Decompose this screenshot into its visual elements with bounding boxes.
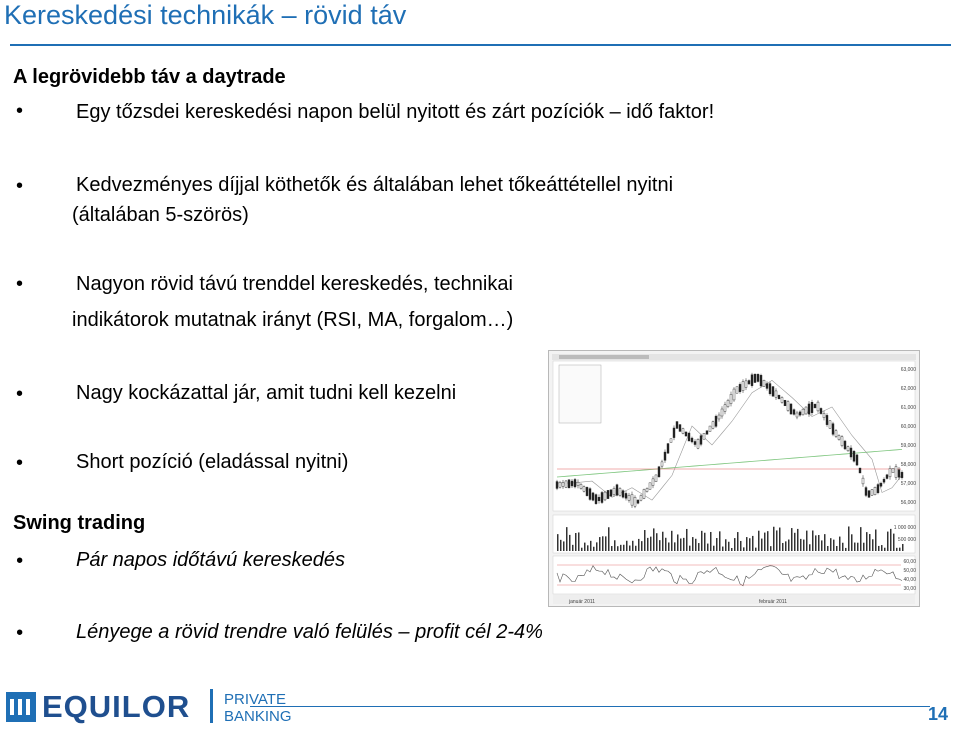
volume-bar bbox=[854, 543, 856, 551]
candle-body bbox=[676, 422, 678, 429]
candle-body bbox=[631, 494, 633, 505]
volume-bar bbox=[722, 547, 724, 551]
volume-bar bbox=[611, 546, 613, 551]
volume-bar bbox=[707, 544, 709, 551]
volume-bar bbox=[833, 540, 835, 551]
volume-bar bbox=[737, 532, 739, 551]
candle-body bbox=[589, 489, 591, 500]
volume-bar bbox=[680, 539, 682, 551]
candle-body bbox=[763, 380, 765, 386]
candle-body bbox=[886, 475, 888, 479]
candle-body bbox=[688, 433, 690, 441]
volume-bar bbox=[734, 538, 736, 551]
volume-bar bbox=[665, 538, 667, 551]
volume-bar bbox=[884, 548, 886, 551]
volume-bar bbox=[698, 543, 700, 551]
private-label: PRIVATE bbox=[224, 691, 286, 708]
volume-bar bbox=[743, 547, 745, 551]
candle-body bbox=[559, 482, 561, 487]
bullet-text: Nagyon rövid távú trenddel kereskedés, technikai bbox=[76, 273, 513, 295]
candle-body bbox=[868, 491, 870, 498]
volume-bar bbox=[785, 541, 787, 551]
candle-body bbox=[733, 389, 735, 400]
candle-body bbox=[721, 409, 723, 416]
volume-bar bbox=[830, 538, 832, 551]
candle-body bbox=[598, 497, 600, 501]
candle-body bbox=[571, 481, 573, 486]
candle-body bbox=[718, 415, 720, 419]
volume-bar bbox=[896, 548, 898, 551]
candle-body bbox=[670, 439, 672, 443]
volume-bar bbox=[878, 546, 880, 551]
volume-bar bbox=[821, 540, 823, 551]
volume-bar bbox=[557, 534, 559, 551]
volume-bar bbox=[671, 531, 673, 551]
candle-body bbox=[574, 479, 576, 486]
candle-body bbox=[655, 475, 657, 482]
slide-title: Kereskedési technikák – rövid táv bbox=[4, 0, 407, 30]
footer-divider bbox=[250, 706, 930, 707]
volume-bar bbox=[653, 528, 655, 551]
volume-bar bbox=[614, 540, 616, 551]
volume-bar bbox=[758, 531, 760, 551]
volume-bar bbox=[647, 538, 649, 551]
candle-body bbox=[610, 490, 612, 497]
rsi-tick-label: 60,00 bbox=[903, 559, 916, 565]
volume-bar bbox=[566, 527, 568, 551]
candle-body bbox=[703, 433, 705, 439]
candle-body bbox=[583, 487, 585, 492]
candle-body bbox=[769, 384, 771, 394]
volume-bar bbox=[563, 541, 565, 551]
volume-bar bbox=[872, 539, 874, 551]
stock-chart-image bbox=[548, 350, 920, 607]
rsi-tick-label: 30,00 bbox=[903, 586, 916, 592]
volume-bar bbox=[725, 539, 727, 551]
rsi-panel bbox=[553, 556, 915, 594]
candle-body bbox=[799, 412, 801, 415]
volume-bar bbox=[839, 537, 841, 551]
candle-body bbox=[667, 444, 669, 454]
bullet-text: Short pozíció (eladással nyitni) bbox=[76, 451, 349, 473]
volume-bar bbox=[602, 536, 604, 551]
price-tick-label: 63,000 bbox=[900, 367, 916, 373]
price-tick-label: 59,000 bbox=[900, 443, 916, 449]
candle-body bbox=[643, 489, 645, 498]
candle-body bbox=[727, 400, 729, 406]
candle-body bbox=[556, 482, 558, 489]
candle-body bbox=[628, 495, 630, 500]
volume-bar bbox=[569, 535, 571, 551]
bullet-text: Pár napos időtávú kereskedés bbox=[76, 549, 346, 571]
candle-body bbox=[805, 407, 807, 414]
candle-body bbox=[835, 431, 837, 437]
volume-bar bbox=[869, 534, 871, 551]
volume-bar bbox=[713, 546, 715, 551]
candle-body bbox=[874, 487, 876, 495]
candle-body bbox=[790, 404, 792, 414]
volume-bar bbox=[845, 548, 847, 551]
rsi-tick-label: 40,00 bbox=[903, 577, 916, 583]
volume-bar bbox=[662, 532, 664, 551]
volume-bar bbox=[629, 546, 631, 551]
volume-bar bbox=[596, 542, 598, 551]
volume-tick-label: 1 000 000 bbox=[893, 525, 916, 531]
volume-bar bbox=[827, 546, 829, 551]
bullet-text-continued: indikátorok mutatnak irányt (RSI, MA, forgalom…) bbox=[72, 309, 514, 331]
bullet-marker: • bbox=[16, 622, 24, 644]
candle-body bbox=[592, 493, 594, 500]
volume-bar bbox=[572, 545, 574, 551]
volume-bar bbox=[797, 529, 799, 551]
volume-bar bbox=[641, 541, 643, 551]
candle-body bbox=[844, 441, 846, 449]
volume-bar bbox=[752, 536, 754, 551]
candle-body bbox=[892, 468, 894, 472]
candle-body bbox=[613, 488, 615, 494]
volume-bar bbox=[794, 533, 796, 551]
volume-bar bbox=[599, 537, 601, 551]
volume-bar bbox=[842, 543, 844, 551]
brand-name: EQUILOR bbox=[42, 689, 191, 724]
volume-bar bbox=[881, 545, 883, 551]
candle-body bbox=[748, 380, 750, 383]
candle-body bbox=[793, 410, 795, 415]
candle-body bbox=[604, 492, 606, 500]
candle-body bbox=[724, 405, 726, 412]
candle-body bbox=[715, 416, 717, 426]
month-label: január 2011 bbox=[569, 599, 596, 605]
candle-body bbox=[697, 439, 699, 448]
candle-body bbox=[562, 483, 564, 487]
volume-bar bbox=[779, 528, 781, 551]
candle-body bbox=[649, 483, 651, 490]
volume-bar bbox=[704, 533, 706, 551]
price-tick-label: 61,000 bbox=[900, 405, 916, 411]
volume-bar bbox=[812, 530, 814, 551]
candle-body bbox=[709, 426, 711, 431]
volume-bar bbox=[656, 533, 658, 551]
candle-body bbox=[838, 436, 840, 440]
volume-bar bbox=[617, 546, 619, 551]
candle-body bbox=[619, 488, 621, 495]
volume-bar bbox=[803, 540, 805, 551]
candle-body bbox=[877, 485, 879, 493]
candle-body bbox=[802, 409, 804, 415]
section-heading-swing: Swing trading bbox=[13, 512, 146, 534]
candle-body bbox=[817, 402, 819, 411]
volume-bar bbox=[728, 542, 730, 551]
volume-bar bbox=[902, 544, 904, 551]
candle-body bbox=[889, 468, 891, 476]
candle-body bbox=[895, 467, 897, 478]
bullet-marker: • bbox=[16, 383, 24, 405]
volume-bar bbox=[755, 548, 757, 551]
bullet-text: Egy tőzsdei kereskedési napon belül nyitott és zárt pozíciók – idő faktor! bbox=[76, 101, 715, 123]
candle-body bbox=[736, 387, 738, 394]
volume-bar bbox=[635, 546, 637, 551]
volume-bar bbox=[767, 531, 769, 551]
title-divider bbox=[10, 44, 951, 46]
private-banking-label bbox=[224, 691, 292, 725]
volume-bar bbox=[632, 541, 634, 551]
volume-bar bbox=[788, 540, 790, 551]
candle-body bbox=[706, 431, 708, 435]
candle-body bbox=[745, 381, 747, 388]
volume-bar bbox=[623, 545, 625, 551]
volume-bar bbox=[659, 540, 661, 551]
volume-bar bbox=[782, 543, 784, 551]
candle-body bbox=[580, 484, 582, 488]
volume-bar bbox=[740, 541, 742, 551]
candle-body bbox=[625, 493, 627, 498]
price-tick-label: 56,000 bbox=[900, 500, 916, 506]
candle-body bbox=[826, 415, 828, 424]
candle-body bbox=[679, 425, 681, 432]
volume-bar bbox=[695, 539, 697, 551]
candle-body bbox=[622, 491, 624, 498]
bullet-text: Nagy kockázattal jár, amit tudni kell kezelni bbox=[76, 382, 457, 404]
candle-body bbox=[700, 436, 702, 445]
volume-bar bbox=[899, 548, 901, 551]
candle-body bbox=[880, 483, 882, 486]
volume-bar bbox=[593, 547, 595, 551]
candle-body bbox=[673, 428, 675, 438]
volume-bar bbox=[824, 534, 826, 551]
candle-body bbox=[607, 490, 609, 498]
volume-bar bbox=[674, 542, 676, 551]
candle-body bbox=[577, 482, 579, 485]
candle-body bbox=[775, 391, 777, 397]
price-panel bbox=[553, 361, 915, 511]
volume-bar bbox=[719, 531, 721, 551]
candle-body bbox=[757, 374, 759, 381]
bullet-marker: • bbox=[16, 550, 24, 572]
volume-bar bbox=[815, 535, 817, 551]
volume-bar bbox=[644, 530, 646, 551]
candle-body bbox=[658, 467, 660, 477]
volume-bar bbox=[857, 543, 859, 551]
rsi-tick-label: 50,00 bbox=[903, 568, 916, 574]
volume-bar bbox=[650, 537, 652, 551]
bullet-marker: • bbox=[16, 452, 24, 474]
date-axis bbox=[553, 595, 915, 604]
candle-body bbox=[847, 447, 849, 451]
volume-bar bbox=[746, 537, 748, 551]
volume-bar bbox=[677, 534, 679, 551]
volume-bar bbox=[620, 545, 622, 551]
candle-body bbox=[694, 441, 696, 444]
candle-body bbox=[883, 479, 885, 482]
volume-bar bbox=[575, 533, 577, 551]
volume-bar bbox=[587, 545, 589, 551]
chart-header-text bbox=[559, 355, 649, 359]
volume-bar bbox=[689, 546, 691, 551]
volume-bar bbox=[581, 548, 583, 551]
volume-bar bbox=[668, 542, 670, 551]
candle-body bbox=[637, 500, 639, 503]
volume-bar bbox=[848, 526, 850, 551]
bullet-marker: • bbox=[16, 273, 24, 295]
candle-body bbox=[859, 468, 861, 473]
volume-bar bbox=[710, 532, 712, 551]
volume-bar bbox=[800, 539, 802, 551]
volume-bar bbox=[683, 538, 685, 551]
volume-bar bbox=[893, 534, 895, 551]
candle-body bbox=[841, 437, 843, 446]
volume-bar bbox=[791, 528, 793, 551]
candle-body bbox=[640, 495, 642, 500]
volume-bar bbox=[731, 548, 733, 551]
candle-body bbox=[685, 432, 687, 436]
equilor-logo-icon bbox=[6, 692, 36, 722]
volume-bar bbox=[890, 529, 892, 551]
candle-body bbox=[751, 375, 753, 386]
volume-bar bbox=[578, 532, 580, 551]
volume-bar bbox=[692, 537, 694, 551]
volume-bar bbox=[560, 540, 562, 551]
candle-body bbox=[901, 472, 903, 477]
candle-body bbox=[739, 384, 741, 391]
volume-bar bbox=[887, 532, 889, 551]
volume-bar bbox=[809, 544, 811, 551]
candle-body bbox=[784, 400, 786, 406]
volume-bar bbox=[605, 536, 607, 551]
candle-body bbox=[832, 424, 834, 435]
volume-bar bbox=[851, 534, 853, 551]
volume-bar bbox=[776, 530, 778, 551]
candle-body bbox=[691, 438, 693, 442]
volume-bar bbox=[863, 543, 865, 551]
candle-body bbox=[814, 404, 816, 408]
bullet-text-continued: (általában 5-szörös) bbox=[72, 204, 249, 226]
candle-body bbox=[865, 488, 867, 496]
price-tick-label: 57,000 bbox=[900, 481, 916, 487]
volume-bar bbox=[773, 527, 775, 551]
volume-bar bbox=[590, 541, 592, 551]
candle-body bbox=[898, 470, 900, 478]
volume-bar bbox=[866, 532, 868, 551]
candle-body bbox=[871, 490, 873, 495]
candle-body bbox=[778, 395, 780, 399]
candle-body bbox=[601, 492, 603, 502]
price-tick-label: 58,000 bbox=[900, 462, 916, 468]
candle-body bbox=[766, 384, 768, 389]
volume-bar bbox=[638, 539, 640, 551]
month-label: február 2011 bbox=[759, 599, 787, 605]
candle-body bbox=[616, 485, 618, 496]
candle-body bbox=[754, 374, 756, 382]
page-number: 14 bbox=[928, 704, 949, 724]
price-tick-label: 60,000 bbox=[900, 424, 916, 430]
candle-body bbox=[796, 413, 798, 417]
candle-body bbox=[829, 421, 831, 429]
volume-bar bbox=[608, 527, 610, 551]
section-heading-daytrade: A legrövidebb táv a daytrade bbox=[13, 66, 286, 88]
logo-separator bbox=[210, 689, 213, 723]
banking-label: BANKING bbox=[224, 708, 292, 725]
candle-body bbox=[823, 413, 825, 417]
candle-body bbox=[811, 402, 813, 413]
candle-body bbox=[772, 387, 774, 397]
volume-tick-label: 500 000 bbox=[897, 537, 916, 543]
candle-body bbox=[568, 480, 570, 488]
price-tick-label: 62,000 bbox=[900, 386, 916, 392]
candle-body bbox=[742, 382, 744, 391]
volume-bar bbox=[836, 546, 838, 551]
bullet-marker: • bbox=[16, 100, 24, 122]
candle-body bbox=[661, 462, 663, 466]
candle-body bbox=[850, 448, 852, 457]
candle-body bbox=[862, 478, 864, 484]
volume-bar bbox=[860, 527, 862, 551]
candle-body bbox=[808, 404, 810, 414]
candle-body bbox=[760, 375, 762, 386]
stock-chart-svg bbox=[549, 351, 919, 606]
volume-bar bbox=[749, 538, 751, 551]
candle-body bbox=[820, 408, 822, 413]
candle-body bbox=[646, 488, 648, 491]
candle-body bbox=[856, 455, 858, 465]
volume-bar bbox=[875, 529, 877, 551]
candle-body bbox=[565, 481, 567, 487]
volume-bar bbox=[818, 535, 820, 551]
candle-body bbox=[586, 487, 588, 495]
volume-bar bbox=[761, 539, 763, 551]
volume-bar bbox=[626, 541, 628, 551]
volume-bar bbox=[584, 543, 586, 551]
volume-bar bbox=[770, 546, 772, 551]
volume-bar bbox=[764, 533, 766, 551]
candle-body bbox=[682, 429, 684, 434]
ohlc-info-box bbox=[559, 365, 601, 423]
candle-body bbox=[595, 495, 597, 504]
bullet-text: Lényege a rövid trendre való felülés – profit cél 2-4% bbox=[76, 621, 543, 643]
candle-body bbox=[664, 452, 666, 460]
bullet-text: Kedvezményes díjjal köthetők és általában lehet tőkeáttétellel nyitni bbox=[76, 174, 674, 196]
candle-body bbox=[712, 422, 714, 429]
candle-body bbox=[853, 451, 855, 461]
candle-body bbox=[787, 402, 789, 411]
bullet-marker: • bbox=[16, 175, 24, 197]
volume-bar bbox=[716, 538, 718, 551]
candle-body bbox=[634, 497, 636, 506]
candle-body bbox=[730, 394, 732, 403]
candle-body bbox=[652, 479, 654, 486]
candle-body bbox=[781, 397, 783, 402]
volume-bar bbox=[686, 529, 688, 551]
volume-bar bbox=[701, 531, 703, 551]
volume-bar bbox=[806, 531, 808, 551]
